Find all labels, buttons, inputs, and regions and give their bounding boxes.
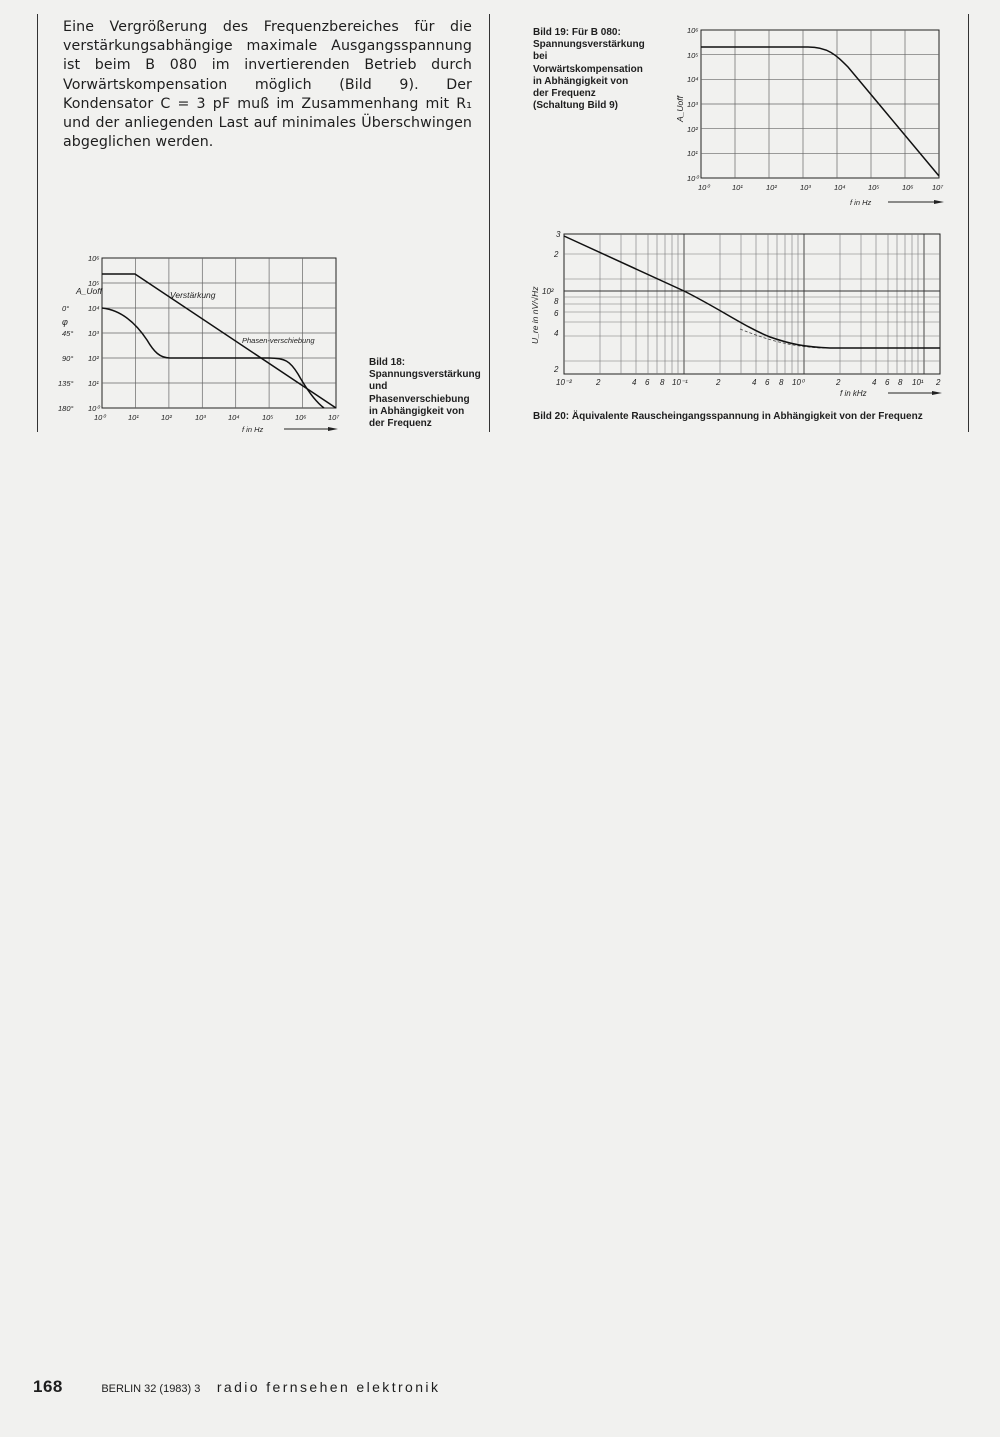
bild20-grid [564, 234, 940, 374]
bild18-xlabel: f in Hz [242, 425, 264, 434]
bild18-xtick-1e2: 10² [161, 413, 172, 422]
bild18-ytick-1e2: 10² [88, 354, 99, 363]
bild19-ytick-1e5: 10⁵ [687, 51, 699, 60]
right-column-rule [968, 14, 969, 432]
bild20-ytick-3: 3 [556, 230, 561, 239]
bild18-phase-135: 135° [58, 379, 74, 388]
bild20-ytick-1e2: 10² [542, 287, 554, 296]
bild19-grid [701, 30, 939, 178]
bild20-xtick-8a: 8 [660, 378, 665, 387]
bild20-xtick-1e-2: 10⁻² [556, 378, 572, 387]
bild20-xtick-4b: 4 [752, 378, 757, 387]
bild19-caption-title: Bild 19: Für B 080: [533, 27, 621, 38]
bild19-chart [668, 22, 958, 212]
bild20-ylabel: U_re in nV/√Hz [530, 286, 540, 344]
bild19-xtick-1e0: 10⁰ [698, 183, 710, 192]
bild18-chart [52, 250, 352, 435]
bild20-xtick-1e0: 10⁰ [792, 378, 805, 387]
bild20-xtick-2b: 2 [716, 378, 721, 387]
bild20-xtick-6c: 6 [885, 378, 890, 387]
bild18-xtick-1e5: 10⁵ [262, 413, 274, 422]
bild20-caption-text: Äquivalente Rauscheingangsspannung in Abhängigkeit von der Frequenz [571, 411, 923, 422]
bild20-xtick-6a: 6 [645, 378, 650, 387]
bild18-caption [369, 357, 481, 430]
page-number: 168 [33, 1377, 63, 1396]
left-column-rule [37, 14, 38, 432]
bild19-xtick-1e3: 10³ [800, 183, 811, 192]
bild19-ylabel: A_Uoff [675, 96, 685, 122]
bild18-xtick-1e7: 10⁷ [328, 413, 340, 422]
bild20-xtick-2a: 2 [596, 378, 601, 387]
bild18-xtick-1e3: 10³ [195, 413, 206, 422]
bild20-ytick-4: 4 [554, 329, 559, 338]
bild18-caption-text: Spannungsverstärkung und Phasenverschiebung in Abhängigkeit von der Frequenz [369, 369, 481, 430]
bild20-xlabel: f in kHz [840, 389, 867, 398]
bild18-ylabel-phase: φ [62, 317, 68, 327]
bild18-xtick-1e1: 10¹ [128, 413, 139, 422]
bild20-xtick-2d: 2 [936, 378, 941, 387]
bild18-ytick-1e3: 10³ [88, 329, 99, 338]
bild18-phase-90: 90° [62, 354, 74, 363]
bild18-phase-180: 180° [58, 404, 74, 413]
bild18-ytick-1e0: 10⁰ [88, 404, 100, 413]
bild19-xtick-1e2: 10² [766, 183, 777, 192]
bild20-xtick-2c: 2 [836, 378, 841, 387]
bild20-ytick-8: 8 [554, 297, 559, 306]
bild19-xlabel: f in Hz [850, 198, 872, 207]
bild19-caption [533, 27, 643, 112]
bild18-phase-0: 0° [62, 304, 70, 313]
bild19-xtick-1e5: 10⁵ [868, 183, 880, 192]
bild18-label-phase: Phasen-verschiebung [242, 336, 315, 345]
bild19-ytick-1e2: 10² [687, 125, 698, 134]
bild20-xtick-8c: 8 [898, 378, 903, 387]
bild18-xtick-1e4: 10⁴ [228, 413, 240, 422]
bild19-ytick-1e4: 10⁴ [687, 75, 699, 84]
bild18-caption-title: Bild 18: [369, 357, 406, 368]
bild20-caption [533, 411, 942, 423]
bild18-ytick-1e1: 10¹ [88, 379, 99, 388]
publication-info: BERLIN 32 (1983) 3 [101, 1383, 201, 1395]
bild18-xtick-1e0: 10⁰ [94, 413, 106, 422]
bild19-xtick-1e1: 10¹ [732, 183, 743, 192]
bild19-ytick-1e0: 10⁰ [687, 174, 699, 183]
bild20-ytick-6: 6 [554, 309, 559, 318]
bild19-xtick-1e6: 10⁶ [902, 183, 914, 192]
bild19-xtick-1e4: 10⁴ [834, 183, 846, 192]
bild20-chart [520, 224, 956, 402]
bild19-caption-text: Spannungsverstärkung bei Vorwärtskompensation in Abhängigkeit von der Frequenz (Schaltung Bild 9) [533, 39, 645, 112]
bild20-xtick-1e-1: 10⁻¹ [672, 378, 688, 387]
bild20-xtick-6b: 6 [765, 378, 770, 387]
bild18-ytick-1e4: 10⁴ [88, 304, 100, 313]
bild18-ylabel-gain: A_Uoff [76, 286, 102, 296]
bild20-caption-title: Bild 20: [533, 411, 570, 422]
bild20-ytick-2-lower: 2 [554, 365, 559, 374]
bild18-label-gain: Verstärkung [170, 290, 216, 300]
bild18-xtick-1e6: 10⁶ [295, 413, 307, 422]
bild18-phase-45: 45° [62, 329, 74, 338]
center-column-rule [489, 14, 490, 432]
bild20-xtick-8b: 8 [779, 378, 784, 387]
bild19-ytick-1e3: 10³ [687, 100, 698, 109]
magazine-title: radio fernsehen elektronik [216, 1379, 441, 1395]
bild20-xtick-1e1: 10¹ [912, 378, 924, 387]
page-footer [33, 1377, 440, 1397]
bild19-ytick-1e6: 10⁶ [687, 26, 699, 35]
bild20-xtick-4a: 4 [632, 378, 637, 387]
bild20-ytick-2-upper: 2 [554, 250, 559, 259]
bild18-ytick-1e5: 10⁵ [88, 279, 100, 288]
bild19-gain-curve [701, 47, 939, 176]
bild18-ytick-1e6: 10⁶ [88, 254, 100, 263]
bild19-ytick-1e1: 10¹ [687, 149, 698, 158]
bild20-noise-curve [564, 236, 940, 348]
bild19-xtick-1e7: 10⁷ [932, 183, 944, 192]
article-paragraph: Eine Vergrößerung des Frequenzbereiches für die verstärkungsabhängige maximale Ausgangsspannung ist beim B 080 im invertierenden Betrieb durch Vorwärtskompensation möglich (Bild 9). Der Kondensator C = 3 pF muß im Zusammenhang mit R₁ und der anliegenden Last auf minimales Überschwingen abgeglichen werden. [63, 19, 472, 151]
bild20-xtick-4c: 4 [872, 378, 877, 387]
